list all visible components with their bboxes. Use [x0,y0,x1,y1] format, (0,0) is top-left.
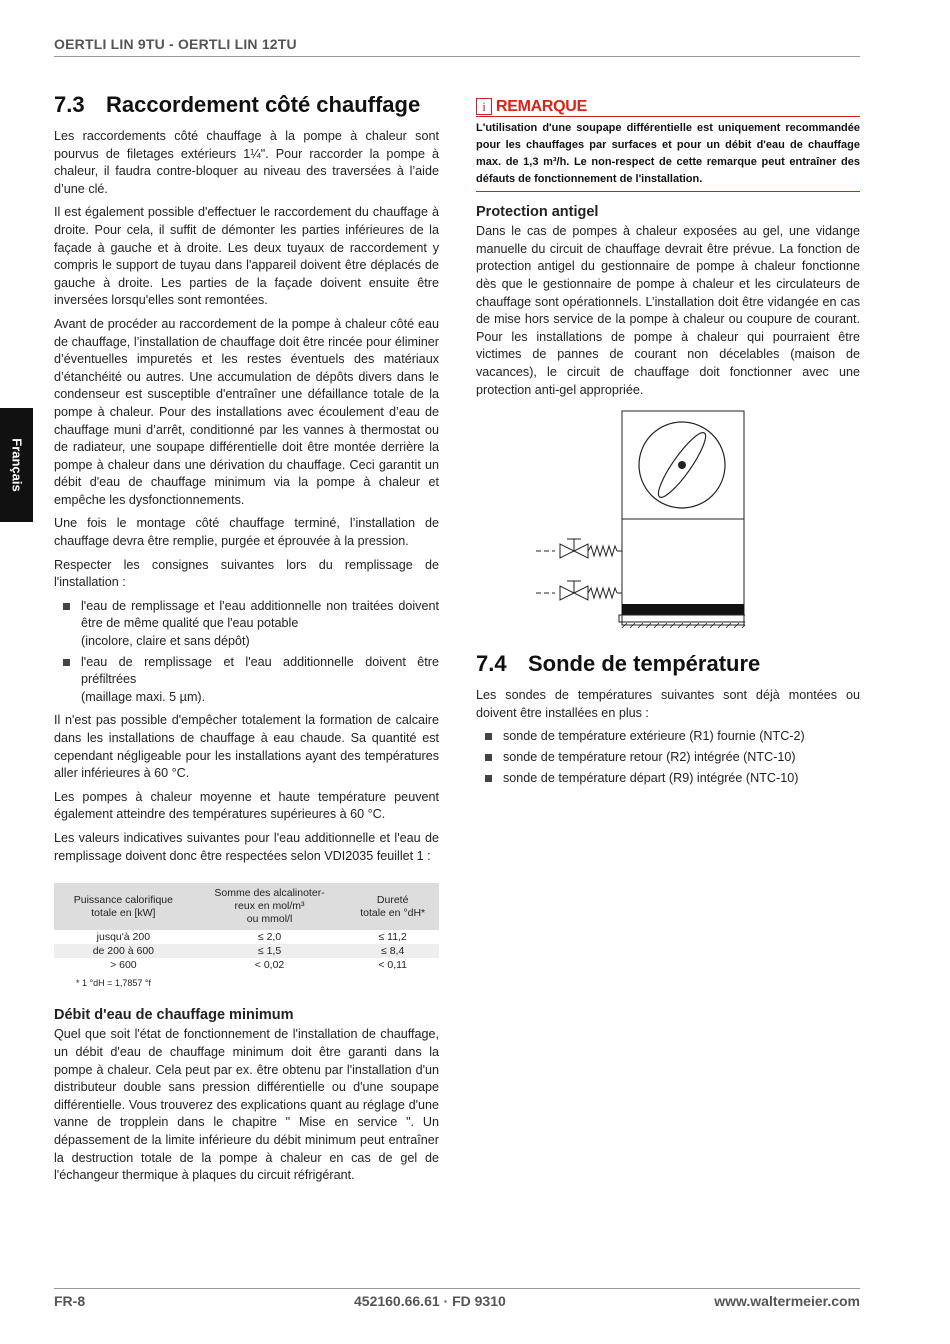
table-header: Dureté totale en °dH* [346,883,439,930]
pump-base [622,604,744,615]
paragraph: Les raccordements côté chauffage à la pompe à chaleur sont pourvus de filetages extérieurs 1¼". Pour raccorder la pompe à chaleur, il faudra contre-bloquer au niveau des traversées à l’aide d’une clé. [54,129,439,196]
list-item: sonde de température retour (R2) intégrée (NTC-10) [476,749,860,767]
sensor-list [476,728,860,787]
list-item: l'eau de remplissage et l'eau additionnelle doivent être préfiltrées (maillage maxi. 5 µm). [54,654,439,707]
remark-box [476,98,860,192]
remark-title: REMARQUE [496,98,587,115]
footer-rule [54,1288,860,1289]
section-heading-7-4: 7.4 Sonde de température [476,651,761,677]
list-item: l'eau de remplissage et l'eau additionnelle non traitées doivent être de même qualité que l'eau potable (incolore, claire et sans dépôt) [54,598,439,651]
paragraph: Avant de procéder au raccordement de la pompe à chaleur côté eau de chauffage, l’installation de chauffage doit être rincée pour éliminer d’éventuelles impuretés et les restes éventuels des matériaux d’étanchéité ou autres. Une accumulation de dépôts divers dans le condenseur est susceptible d'entraîner une défaillance totale de la pompe à chaleur. Pour des installations avec écoulement d’eau de chauffage muni d’arrêt, conditionné par les vannes à thermostat ou de radiateur, une soupape différentielle doit être montée derrière la pompe à chaleur dans une dérivation du chauffage. Ceci garantit un débit d'eau de chauffage minimum via la pompe à chaleur et empêche les dysfonctionnements. [54,316,439,507]
paragraph: Il est également possible d'effectuer le raccordement du chauffage à droite. Pour cela, il suffit de démonter les parties inférieures de la façade à gauche et à droite. Les deux tuyaux de raccordement y compris le support de tuyau dans l'appareil doivent être déplacés de gauche à droite. Les parties de la façade doivent ensuite être inversées lorsqu'elles sont remontées. [54,205,439,308]
section-heading-7-3: 7.3 Raccordement côté chauffage [54,92,421,117]
language-tab [0,408,33,522]
pump-housing [622,411,744,625]
paragraph: Dans le cas de pompes à chaleur exposées au gel, une vidange manuelle du circuit de chauffage devrait être prévue. La fonction de protection antigel du gestionnaire de pompe à chaleur fonctionne dès que le gestionnaire de pompe à chaleur et les circulateurs de chauffage sont opérationnels. L’installation doit être vidangée en cas de mise hors service de la pompe à chaleur ou coupure de courant. Pour les installations de pompe à chaleur qui pourraient être victimes de pannes de courant non décelables (maison de vacances), le circuit de chauffage doit fonctionner avec une protection anti-gel appropriée. [476,224,860,397]
table-row: jusqu'à 200 ≤ 2,0 ≤ 11,2 [96,931,407,944]
subsection-heading-antigel: Protection antigel [476,203,599,220]
remark-header [476,98,860,117]
paragraph: Respecter les consignes suivantes lors du remplissage de l'installation : [54,557,439,590]
list-item: sonde de température départ (R9) intégrée (NTC-10) [476,770,860,788]
floor-plate [619,615,745,622]
table-header: Somme des alcalinoter- reux en mol/m³ ou mmol/l [193,883,347,930]
left-column [54,90,439,1191]
fan-hub [678,461,686,469]
table-row: > 600 < 0,02 < 0,11 [110,959,408,972]
paragraph: Les sondes de températures suivantes sont déjà montées ou doivent être installées en plus : [476,688,860,720]
document-number: 452160.66.61 · FD 9310 [354,1293,506,1309]
website-link[interactable]: www.waltermeier.com [714,1293,860,1309]
paragraph: Quel que soit l'état de fonctionnement de l'installation de chauffage, un débit d'eau de chauffage minimum doit être garanti dans la pompe à chaleur. Cela peut par ex. être obtenu par l'installation d'un distributeur double sans pression différentielle ou d'une soupape différentielle. Vous trouverez des explications quant au réglage d'une vanne de tropplein dans le chapitre " Mise en service ". Un dépassement de la limite inférieure du débit minimum peut entraîner la destruction totale de la pompe à chaleur en cas de gel de l'échangeur thermique à plaques du circuit réfrigérant. [54,1027,439,1183]
info-icon: i [476,98,492,115]
subsection-heading-debit: Débit d'eau de chauffage minimum [54,1006,294,1023]
table-header: Puissance calorifique totale en [kW] [54,883,193,930]
header-rule [54,56,860,57]
page-number: FR-8 [54,1293,86,1309]
paragraph: Une fois le montage côté chauffage terminé, l’installation de chauffage devra être remplie, purgée et éprouvée à la pression. [54,516,439,549]
paragraph: Les pompes à chaleur moyenne et haute température peuvent également atteindre des températures supérieures à 60 °C. [54,789,439,822]
paragraph: Il n'est pas possible d'empêcher totalement la formation de calcaire dans les installations de chauffage à eau chaude. Sa quantité est cependant négligeable pour les installations ayant des températures aller inférieures à 60 °C. [54,713,439,781]
valve-upper [536,539,622,558]
language-tab-label: Français [9,438,24,492]
fill-water-list [54,598,439,707]
heat-pump-diagram [530,409,745,635]
water-quality-table [54,883,439,972]
list-item: sonde de température extérieure (R1) fournie (NTC-2) [476,728,860,746]
valve-lower [536,581,622,600]
right-column [476,98,860,793]
table-row: de 200 à 600 ≤ 1,5 ≤ 8,4 [54,944,439,958]
table-footnote: * 1 °dH = 1,7857 °f [76,978,151,989]
remark-text: L'utilisation d'une soupape différentielle est uniquement recommandée pour les chauffages par surfaces et pour un débit d'eau de chauffage max. de 1,3 m³/h. Le non-respect de cette remarque peut entraîner des défauts de fonctionnement de l'installation. [476,121,860,185]
paragraph: Les valeurs indicatives suivantes pour l'eau additionnelle et l'eau de remplissage doivent donc être respectées selon VDI2035 feuillet 1 : [54,830,439,863]
running-header: OERTLI LIN 9TU - OERTLI LIN 12TU [54,36,297,52]
